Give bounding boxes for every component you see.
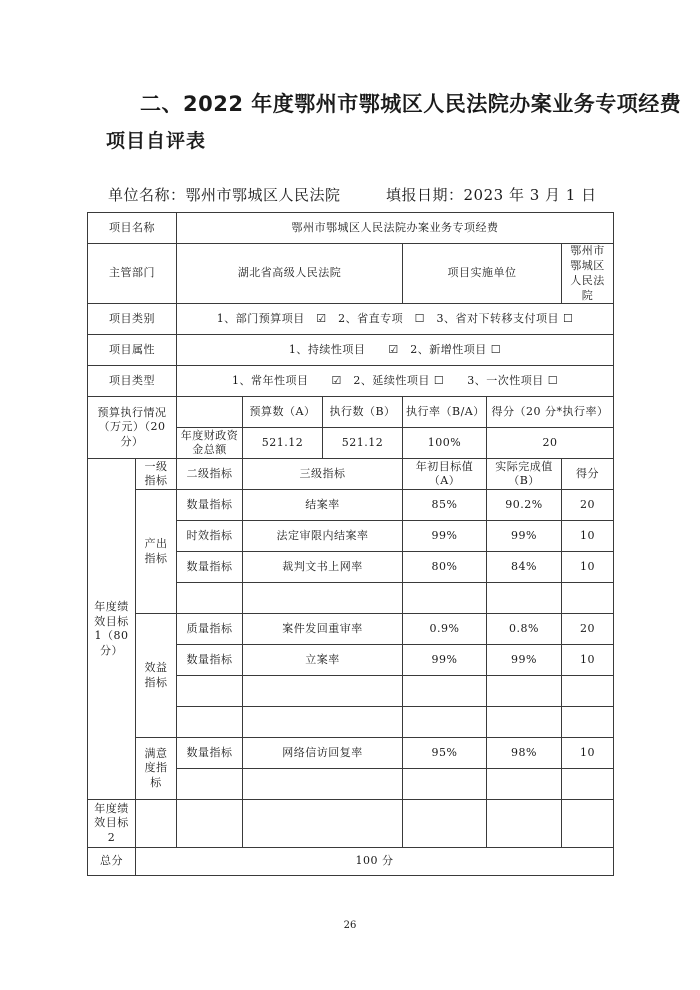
score-cell: 20 [562, 490, 614, 521]
category-options: 1、部门预算项目 ☑ 2、省直专项 ☐ 3、省对下转移支付项目 ☐ [177, 304, 614, 335]
level2-cell: 数量指标 [177, 738, 243, 769]
type-options: 1、常年性项目 ☑ 2、延续性项目 ☐ 3、一次性项目 ☐ [177, 366, 614, 397]
actual-cell: 99% [487, 645, 562, 676]
fund-label: 年度财政资金总额 [177, 428, 243, 459]
row-goal2 [88, 800, 614, 848]
category-label: 项目类别 [88, 304, 177, 335]
level1-header: 一级指标 [136, 459, 177, 490]
level3-cell: 案件发回重审率 [243, 614, 403, 645]
row-project-name [88, 213, 614, 244]
row-type [88, 366, 614, 397]
exec-value: 521.12 [323, 428, 403, 459]
actual-cell: 84% [487, 552, 562, 583]
rate-value: 100% [403, 428, 487, 459]
level2-cell: 时效指标 [177, 521, 243, 552]
level2-header: 二级指标 [177, 459, 243, 490]
page-title: 二、2022 年度鄂州市鄂城区人民法院办案业务专项经费 [140, 92, 682, 116]
score-cell: 10 [562, 645, 614, 676]
target-cell: 99% [403, 645, 487, 676]
score-col-header: 得分 [562, 459, 614, 490]
level3-cell: 法定审限内结案率 [243, 521, 403, 552]
benefit-indicator-label: 效益指标 [136, 614, 177, 738]
actual-cell: 99% [487, 521, 562, 552]
level2-cell: 数量指标 [177, 552, 243, 583]
impl-unit-value: 鄂州市鄂城区人民法院 [562, 244, 614, 304]
target-cell: 95% [403, 738, 487, 769]
rate-header: 执行率（B/A） [403, 397, 487, 428]
evaluation-table [87, 212, 614, 876]
score-cell: 10 [562, 521, 614, 552]
project-name-label: 项目名称 [88, 213, 177, 244]
level2-cell: 质量指标 [177, 614, 243, 645]
target-cell: 80% [403, 552, 487, 583]
budget-header-blank [177, 397, 243, 428]
actual-cell: 98% [487, 738, 562, 769]
budget-score: 20 [487, 428, 614, 459]
attribute-label: 项目属性 [88, 335, 177, 366]
dept-label: 主管部门 [88, 244, 177, 304]
unit-name: 单位名称：鄂州市鄂城区人民法院 [108, 186, 341, 204]
table-row [88, 614, 614, 645]
target-cell: 85% [403, 490, 487, 521]
level3-cell: 裁判文书上网率 [243, 552, 403, 583]
score-cell: 10 [562, 552, 614, 583]
table-row [88, 490, 614, 521]
row-total [88, 848, 614, 876]
level3-header: 三级指标 [243, 459, 403, 490]
level3-cell: 立案率 [243, 645, 403, 676]
goal1-label: 年度绩效目标 1（80 分） [88, 459, 136, 800]
row-category [88, 304, 614, 335]
actual-cell: 90.2% [487, 490, 562, 521]
row-indicator-header [88, 459, 614, 490]
project-name-value: 鄂州市鄂城区人民法院办案业务专项经费 [177, 213, 614, 244]
page-subtitle: 项目自评表 [106, 130, 207, 152]
level3-cell: 结案率 [243, 490, 403, 521]
budget-header: 预算数（A） [243, 397, 323, 428]
total-value: 100 分 [136, 848, 614, 876]
actual-header: 实际完成值（B） [487, 459, 562, 490]
fill-date: 填报日期：2023 年 3 月 1 日 [386, 186, 597, 204]
table-row [88, 738, 614, 769]
page-number: 26 [343, 920, 357, 931]
budget-section-label: 预算执行情况（万元）（20 分） [88, 397, 177, 459]
level2-cell: 数量指标 [177, 645, 243, 676]
score-header: 得分（20 分*执行率） [487, 397, 614, 428]
attribute-options: 1、持续性项目 ☑ 2、新增性项目 ☐ [177, 335, 614, 366]
actual-cell: 0.8% [487, 614, 562, 645]
score-cell: 10 [562, 738, 614, 769]
satisfaction-indicator-label: 满意度指标 [136, 738, 177, 800]
dept-value: 湖北省高级人民法院 [177, 244, 403, 304]
budget-value: 521.12 [243, 428, 323, 459]
total-label: 总分 [88, 848, 136, 876]
type-label: 项目类型 [88, 366, 177, 397]
output-indicator-label: 产出指标 [136, 490, 177, 614]
exec-header: 执行数（B） [323, 397, 403, 428]
score-cell: 20 [562, 614, 614, 645]
row-attribute [88, 335, 614, 366]
impl-unit-label: 项目实施单位 [403, 244, 562, 304]
goal2-label: 年度绩效目标 2 [88, 800, 136, 848]
target-cell: 0.9% [403, 614, 487, 645]
target-header: 年初目标值（A） [403, 459, 487, 490]
level3-cell: 网络信访回复率 [243, 738, 403, 769]
row-budget-header [88, 397, 614, 428]
level2-cell: 数量指标 [177, 490, 243, 521]
target-cell: 99% [403, 521, 487, 552]
row-dept [88, 244, 614, 304]
